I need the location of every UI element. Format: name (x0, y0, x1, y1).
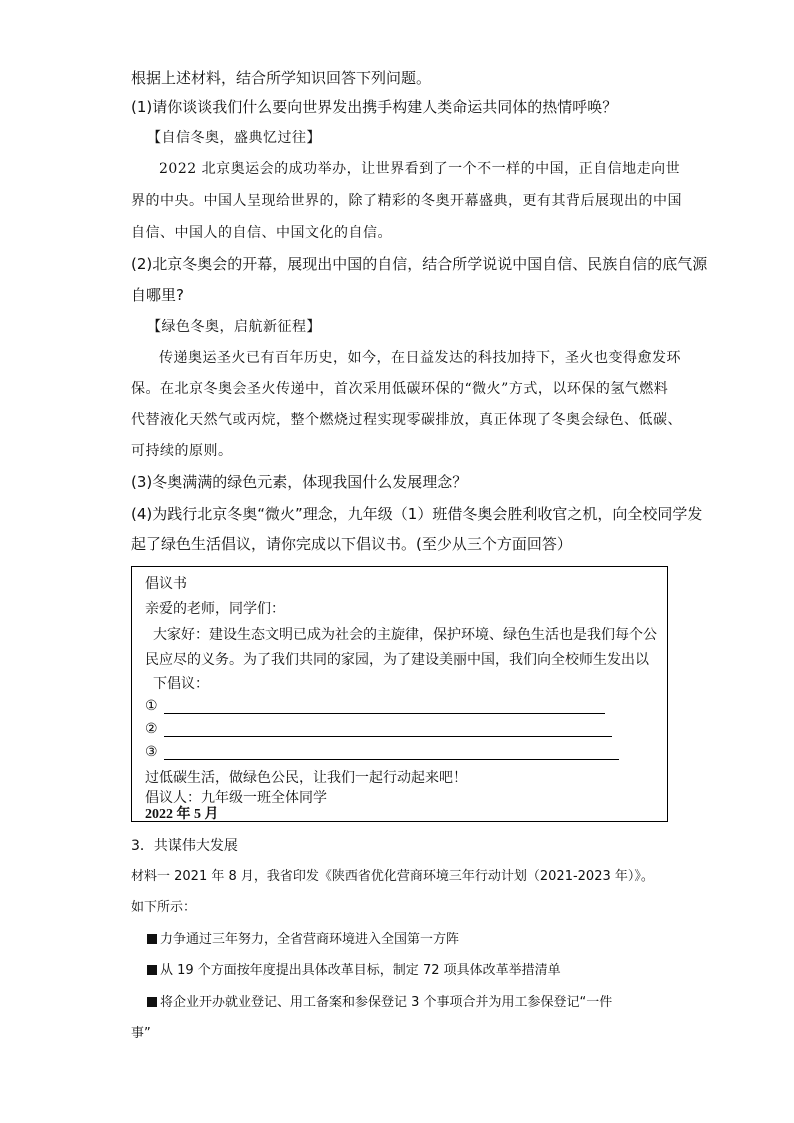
question-3: (3)冬奥满满的绿色元素，体现我国什么发展理念？ (131, 473, 468, 491)
paragraph-line: 传递奥运圣火已有百年历史，如今，在日益发达的科技加持下，圣火也变得愈发环 (159, 350, 681, 366)
question-1: (1)请你谈谈我们什么要向世界发出携手构建人类命运共同体的热情呼唤？ (131, 98, 618, 116)
material-line-2: 如下所示： (131, 900, 197, 915)
paragraph-line: 2022 北京奥运会的成功举办，让世界看到了一个不一样的中国，正自信地走向世 (159, 161, 681, 177)
section-heading-green: 【绿色冬奥，启航新征程】 (147, 319, 321, 335)
proposal-item-marker: ② (145, 722, 158, 737)
proposal-greeting: 亲爱的老师，同学们： (145, 602, 285, 617)
section-3-title: 3．共谋伟大发展 (131, 838, 238, 854)
question-2-line-2: 自哪里? (131, 286, 184, 304)
question-4-line-1: (4)为践行北京冬奥“微火”理念，九年级（1）班借冬奥会胜利收官之机，向全校同学发 (131, 505, 703, 523)
proposal-box (131, 566, 668, 822)
proposal-item-marker: ① (145, 699, 158, 714)
question-2-line-1: (2)北京冬奥会的开幕，展现出中国的自信，结合所学说说中国自信、民族自信的底气源 (131, 255, 708, 273)
bullet-text: 从 19 个方面按年度提出具体改革目标，制定 72 项具体改革举措清单 (160, 963, 561, 978)
paragraph-line: 代替液化天然气或丙烷，整个燃烧过程实现零碳排放，真正体现了冬奥会绿色、低碳、 (131, 412, 682, 428)
proposal-date: 2022 年 5 月 (145, 807, 219, 822)
bullet-text: 力争通过三年努力，全省营商环境进入全国第一方阵 (160, 932, 460, 947)
proposal-body-line: 下倡议： (153, 677, 209, 692)
paragraph-line: 自信、中国人的自信、中国文化的自信。 (131, 225, 392, 241)
bullet-continuation: 事” (131, 1026, 151, 1041)
intro-text: 根据上述材料，结合所学知识回答下列问题。 (131, 69, 432, 87)
square-bullet-icon (147, 965, 157, 975)
section-heading-confidence: 【自信冬奥，盛典忆过往】 (147, 130, 321, 146)
question-4-line-2: 起了绿色生活倡议，请你完成以下倡议书。(至少从三个方面回答） (131, 535, 572, 553)
bullet-item (147, 960, 561, 982)
proposal-item-marker: ③ (145, 745, 158, 760)
square-bullet-icon (147, 934, 157, 944)
bullet-item (147, 929, 459, 951)
answer-blank-line (164, 759, 619, 760)
proposal-body-line: 民应尽的义务。为了我们共同的家园，为了建设美丽中国，我们向全校师生发出以 (145, 653, 649, 668)
paragraph-line: 界的中央。中国人呈现给世界的，除了精彩的冬奥开幕盛典，更有其背后展现出的中国 (131, 193, 682, 209)
paragraph-line: 可持续的原则。 (131, 443, 233, 459)
proposal-body-line: 大家好：建设生态文明已成为社会的主旋律，保护环境、绿色生活也是我们每个公 (153, 628, 657, 643)
bullet-item (147, 992, 612, 1014)
square-bullet-icon (147, 997, 157, 1007)
proposal-signer: 倡议人：九年级一班全体同学 (145, 791, 327, 806)
answer-blank-line (164, 713, 605, 714)
proposal-closing: 过低碳生活，做绿色公民，让我们一起行动起来吧！ (145, 771, 467, 786)
answer-blank-line (164, 736, 612, 737)
paragraph-line: 保。在北京冬奥会圣火传递中，首次采用低碳环保的“微火”方式，以环保的氢气燃料 (131, 381, 669, 397)
bullet-text: 将企业开办就业登记、用工备案和参保登记 3 个事项合并为用工参保登记“一件 (160, 995, 613, 1010)
proposal-title: 倡议书 (145, 577, 187, 592)
material-line-1: 材料一 2021 年 8 月，我省印发《陕西省优化营商环境三年行动计划（2021-2023 年）》。 (131, 869, 654, 884)
